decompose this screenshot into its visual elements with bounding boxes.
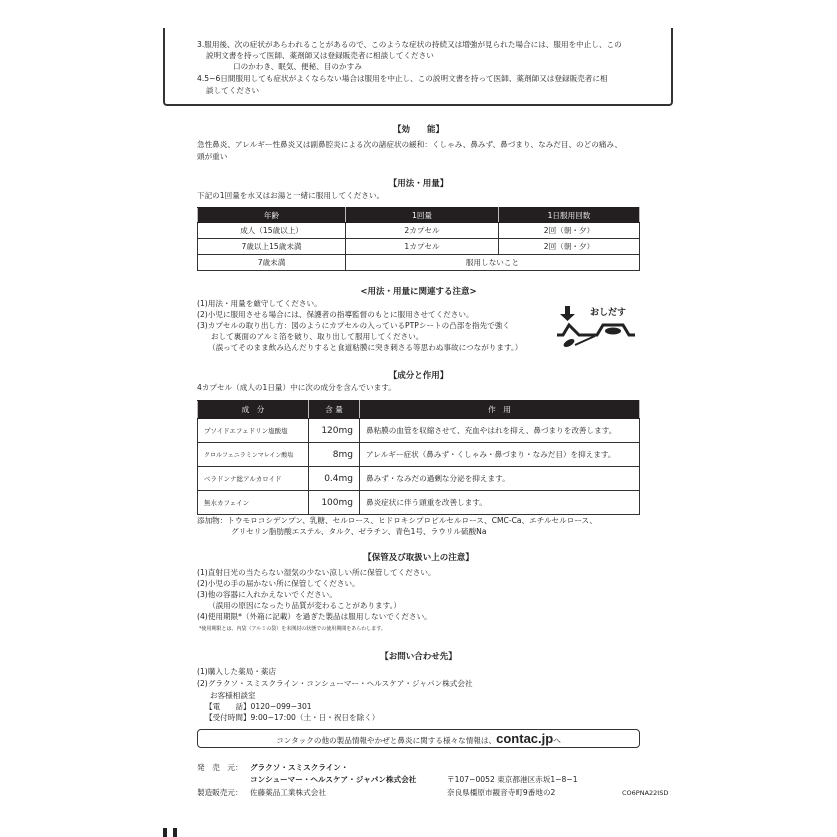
- ingredients-intro: 4カプセル（成人の1日量）中に次の成分を含んでいます。: [197, 383, 396, 392]
- maker-label: 製造販売元：: [197, 788, 243, 797]
- cell: 成人（15歳以上）: [198, 223, 346, 239]
- efficacy-title: 【効 能】: [392, 125, 444, 135]
- table-row: [198, 491, 640, 515]
- table-row: [198, 223, 640, 239]
- cell: 2回（朝・夕）: [499, 223, 640, 239]
- contact-title: 【お問い合わせ先】: [380, 652, 457, 662]
- cell: 鼻みず・なみだの過剰な分泌を抑えます。: [360, 467, 640, 491]
- additives-2: グリセリン脂肪酸エステル、タルク、ゼラチン、青色1号、ラウリル硫酸Na: [231, 527, 487, 536]
- push-out-label: おしだす: [590, 308, 627, 318]
- contact-phone: 【電 話】0120−099−301: [205, 702, 312, 711]
- table-row: [198, 419, 640, 443]
- cell: 8mg: [309, 443, 360, 467]
- warning-3-cont: 説明文書を持って医師、薬剤師又は登録販売者に相談してください: [206, 51, 434, 60]
- col-header: 年齢: [198, 208, 346, 223]
- storage-line: (2)小児の手の届かない所に保管してください。: [197, 579, 360, 588]
- additives: 添加物：トウモロコシデンプン、乳糖、セルロース、ヒドロキシプロピルセルロース、CMC-Ca、エチルセルロース、: [197, 516, 597, 525]
- note-line: (3)カプセルの取り出し方：図のようにカプセルの入っているPTPシートの凸部を指先で強く: [197, 321, 510, 330]
- contact-line: お客様相談室: [210, 691, 256, 700]
- warning-3-symptoms: 口のかわき、眠気、便秘、目のかすみ: [233, 62, 362, 71]
- efficacy-text-2: 頭が重い: [197, 152, 228, 161]
- contact-hours: 【受付時間】9:00~17:00（土・日・祝日を除く）: [205, 713, 380, 722]
- contact-line: (2)グラクソ・スミスクライン・コンシューマー・ヘルスケア・ジャパン株式会社: [197, 679, 473, 688]
- cell: 鼻粘膜の血管を収縮させて、充血やはれを抑え、鼻づまりを改善します。: [360, 419, 640, 443]
- website-link[interactable]: contac.jp: [496, 731, 554, 746]
- col-header: 成 分: [198, 401, 309, 419]
- document-code: CO6PNA22ISD: [622, 789, 669, 797]
- seller-address: 〒107−0052 東京都港区赤坂1−8−1: [447, 775, 578, 784]
- cell: 0.4mg: [309, 467, 360, 491]
- ingredients-table: [197, 400, 640, 515]
- seller-label: 発 売 元：: [197, 763, 243, 772]
- col-header: 含 量: [309, 401, 360, 419]
- col-header: 1回量: [346, 208, 499, 223]
- table-row: [198, 239, 640, 255]
- storage-line: (1)直射日光の当たらない湿気の少ない涼しい所に保管してください。: [197, 568, 436, 577]
- cell: 無水カフェイン: [198, 491, 309, 515]
- contact-line: (1)購入した薬局・薬店: [197, 667, 277, 676]
- storage-line: (3)他の容器に入れかえないでください。: [197, 590, 337, 599]
- maker-name: 佐藤薬品工業株式会社: [250, 788, 326, 797]
- storage-line: （誤用の原因になったり品質が変わることがあります。）: [208, 601, 402, 610]
- col-header: 作 用: [360, 401, 640, 419]
- note-line: (1)用法・用量を厳守してください。: [197, 299, 322, 308]
- table-row: [198, 443, 640, 467]
- dosage-notes-title: <用法・用量に関連する注意>: [360, 287, 477, 297]
- warning-4: 4.5~6日間服用しても症状がよくならない場合は服用を中止し、この説明文書を持って医師、薬剤師又は登録販売者に相: [197, 74, 608, 83]
- cell: 120mg: [309, 419, 360, 443]
- storage-footnote: *使用期限とは、内袋（アルミの袋）を未開封の状態での使用期間をあらわします。: [199, 626, 386, 632]
- seller-name-2: コンシューマー・ヘルスケア・ジャパン株式会社: [250, 775, 417, 784]
- crop-mark: [163, 828, 167, 837]
- cell: 服用しないこと: [346, 255, 640, 271]
- dosage-table: [197, 207, 640, 271]
- cell: 2カプセル: [346, 223, 499, 239]
- cell: 7歳未満: [198, 255, 346, 271]
- cell: 鼻炎症状に伴う頭重を改善します。: [360, 491, 640, 515]
- website-suffix: へ: [553, 736, 561, 745]
- storage-line: (4)使用期限*（外箱に記載）を過ぎた製品は服用しないでください。: [197, 612, 432, 621]
- website-text: コンタックの他の製品情報やかぜと鼻炎に関する様々な情報は、: [276, 736, 497, 745]
- table-row: [198, 255, 640, 271]
- cell: プソイドエフェドリン塩酸塩: [198, 419, 309, 443]
- cell: 100mg: [309, 491, 360, 515]
- crop-mark: [173, 828, 177, 837]
- dosage-title: 【用法・用量】: [388, 179, 449, 189]
- storage-title: 【保管及び取扱い上の注意】: [363, 553, 474, 563]
- maker-address: 奈良県橿原市観音寺町9番地の2: [447, 788, 556, 797]
- table-row: [198, 467, 640, 491]
- cell: ベラドンナ総アルカロイド: [198, 467, 309, 491]
- cell: 1カプセル: [346, 239, 499, 255]
- col-header: 1日服用回数: [499, 208, 640, 223]
- warning-4-cont: 談してください: [206, 86, 260, 95]
- cell: クロルフェニラミンマレイン酸塩: [198, 443, 309, 467]
- cell: 7歳以上15歳未満: [198, 239, 346, 255]
- note-line: おして裏面のアルミ箔を破り、取り出して服用してください。: [211, 332, 424, 341]
- cell: アレルギー症状（鼻みず・くしゃみ・鼻づまり・なみだ目）を抑えます。: [360, 443, 640, 467]
- website-banner: [197, 729, 640, 748]
- note-line: （誤ってそのまま飲み込んだりすると食道粘膜に突き刺さる等思わぬ事故につながります。）: [208, 343, 523, 352]
- cell: 2回（朝・夕）: [499, 239, 640, 255]
- ptp-push-diagram-icon: [555, 305, 635, 350]
- dosage-intro: 下記の1回量を水又はお湯と一緒に服用してください。: [197, 191, 385, 200]
- note-line: (2)小児に服用させる場合には、保護者の指導監督のもとに服用させてください。: [197, 310, 474, 319]
- warning-3: 3.服用後、次の症状があらわれることがあるので、このような症状の持続又は増強が見られた場合には、服用を中止し、この: [197, 40, 622, 49]
- ingredients-title: 【成分と作用】: [388, 371, 449, 381]
- efficacy-text: 急性鼻炎、アレルギー性鼻炎又は副鼻腔炎による次の諸症状の緩和：くしゃみ、鼻みず、鼻づまり、なみだ目、のどの痛み、: [197, 140, 623, 149]
- seller-name: グラクソ・スミスクライン・: [250, 763, 349, 772]
